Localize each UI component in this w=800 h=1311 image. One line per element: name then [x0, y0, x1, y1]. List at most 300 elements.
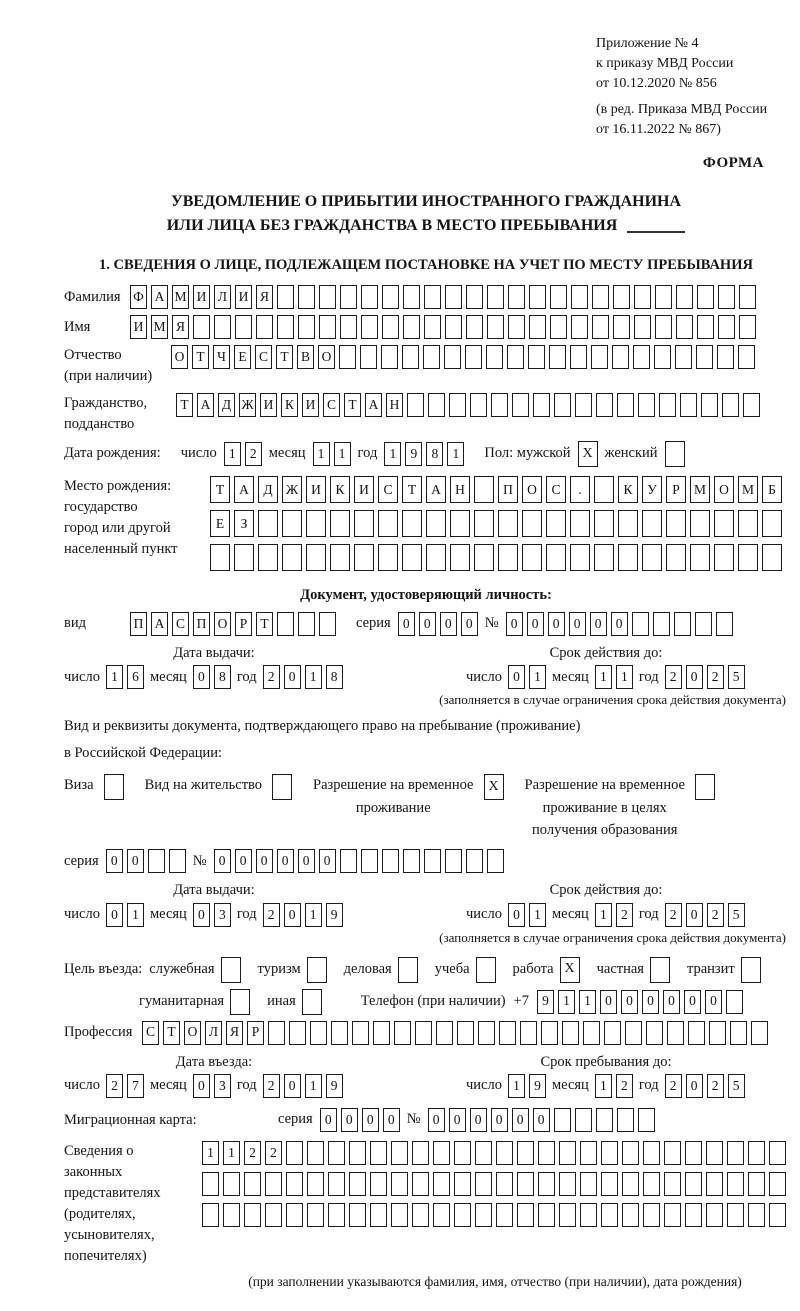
char-cell: 0 [470, 1108, 487, 1132]
char-cell: 2 [665, 665, 682, 689]
char-cell [487, 849, 504, 873]
char-cell [340, 849, 357, 873]
char-cell [695, 612, 712, 636]
char-cell [412, 1172, 429, 1196]
char-cell: 2 [263, 665, 280, 689]
char-cell [319, 612, 336, 636]
char-cell [428, 393, 445, 417]
char-cell: 2 [265, 1141, 282, 1165]
doc-issue-month-cells [193, 665, 231, 689]
char-cell: 0 [319, 849, 336, 873]
char-cell: 1 [305, 665, 322, 689]
option-visa-checkbox [104, 774, 124, 800]
char-cell [633, 345, 650, 369]
char-cell [277, 612, 294, 636]
char-cell [769, 1203, 786, 1227]
option-residence-permit-label: Вид на жительство [144, 777, 263, 794]
char-cell: 0 [235, 849, 252, 873]
stay-day-cells [508, 1074, 546, 1098]
char-cell [696, 345, 713, 369]
char-cell [634, 315, 651, 339]
char-cell [454, 1141, 471, 1165]
char-cell: 0 [611, 612, 628, 636]
char-cell [622, 1172, 639, 1196]
doc-issue-caption: Дата выдачи: [173, 644, 255, 661]
purpose-official-checkbox [221, 957, 241, 983]
char-cell: 9 [529, 1074, 546, 1098]
char-cell [529, 315, 546, 339]
birthplace-label-line: Место рождения: [64, 478, 172, 495]
char-cell [474, 510, 494, 537]
surname-cells [130, 285, 756, 309]
char-cell [533, 393, 550, 417]
char-cell [403, 849, 420, 873]
char-cell [667, 1021, 684, 1045]
char-cell [491, 393, 508, 417]
char-cell: Н [450, 476, 470, 503]
option-temp-residence-checkbox: X [484, 774, 504, 800]
char-cell [625, 1021, 642, 1045]
char-cell: 1 [127, 903, 144, 927]
char-cell [328, 1203, 345, 1227]
char-cell [450, 510, 470, 537]
char-cell [193, 315, 210, 339]
identity-doc-kind-row [64, 612, 788, 636]
char-cell [475, 1172, 492, 1196]
doc-valid-month-label: месяц [551, 668, 589, 685]
char-cell [538, 1203, 555, 1227]
doc-valid-month-cells [595, 665, 633, 689]
char-cell: Я [256, 285, 273, 309]
char-cell [361, 849, 378, 873]
char-cell [403, 315, 420, 339]
char-cell [632, 612, 649, 636]
char-cell [403, 285, 420, 309]
residence-series-label: серия [64, 852, 99, 869]
char-cell: И [193, 285, 210, 309]
char-cell [487, 285, 504, 309]
char-cell [445, 315, 462, 339]
char-cell: П [130, 612, 147, 636]
purpose-row2 [139, 989, 788, 1015]
sex-male-label: Пол: мужской [484, 445, 571, 462]
char-cell: 1 [595, 665, 612, 689]
char-cell [349, 1141, 366, 1165]
title-blank-underline [627, 231, 685, 233]
char-cell [306, 510, 326, 537]
residence-number-cells [214, 849, 504, 873]
char-cell: 2 [245, 442, 262, 466]
appendix-line: от 10.12.2020 № 856 [596, 75, 717, 91]
purpose-work-label: работа [512, 960, 554, 977]
patronymic-cells [171, 345, 755, 369]
char-cell [466, 849, 483, 873]
char-cell: 0 [569, 612, 586, 636]
residence-doc-options [64, 774, 788, 841]
char-cell [307, 1172, 324, 1196]
char-cell: И [354, 476, 374, 503]
char-cell [340, 285, 357, 309]
char-cell: 0 [320, 1108, 337, 1132]
char-cell [748, 1141, 765, 1165]
char-cell: П [193, 612, 210, 636]
char-cell [433, 1172, 450, 1196]
firstname-row [64, 315, 788, 339]
migration-series-label: серия [278, 1111, 313, 1128]
char-cell: 9 [326, 903, 343, 927]
char-cell [354, 510, 374, 537]
char-cell: 1 [384, 442, 401, 466]
char-cell [596, 1108, 613, 1132]
char-cell [424, 315, 441, 339]
char-cell [391, 1172, 408, 1196]
char-cell [382, 315, 399, 339]
char-cell [256, 315, 273, 339]
doc-issue-year-cells [263, 665, 343, 689]
char-cell [328, 1141, 345, 1165]
char-cell [298, 612, 315, 636]
char-cell [214, 315, 231, 339]
char-cell [653, 612, 670, 636]
char-cell [685, 1141, 702, 1165]
char-cell [676, 285, 693, 309]
legal-reps-row1-cells [202, 1141, 786, 1165]
char-cell [583, 1021, 600, 1045]
char-cell [550, 285, 567, 309]
char-cell [402, 544, 422, 571]
purpose-work [513, 957, 580, 983]
char-cell: 9 [537, 990, 554, 1014]
char-cell [546, 510, 566, 537]
char-cell [466, 285, 483, 309]
char-cell [234, 544, 254, 571]
char-cell: А [365, 393, 382, 417]
citizenship-cells [176, 393, 760, 417]
char-cell: 2 [616, 1074, 633, 1098]
char-cell: Т [210, 476, 230, 503]
char-cell [706, 1203, 723, 1227]
char-cell [571, 315, 588, 339]
doc-number-label: № [484, 615, 499, 632]
char-cell: 0 [533, 1108, 550, 1132]
purpose-tourism-label: туризм [257, 960, 301, 977]
purpose-private [597, 957, 670, 983]
char-cell: К [281, 393, 298, 417]
doc-issue-day-label: число [64, 668, 100, 685]
profession-label: Профессия [64, 1024, 133, 1041]
char-cell: 0 [527, 612, 544, 636]
entry-month-label: месяц [149, 1077, 187, 1094]
char-cell [618, 510, 638, 537]
purpose-transit-checkbox [741, 957, 761, 983]
char-cell: С [255, 345, 272, 369]
char-cell: 9 [405, 442, 422, 466]
char-cell: С [323, 393, 340, 417]
char-cell [738, 544, 758, 571]
char-cell [466, 315, 483, 339]
char-cell [402, 345, 419, 369]
char-cell: 0 [600, 990, 617, 1014]
char-cell [444, 345, 461, 369]
char-cell: 0 [193, 1074, 210, 1098]
char-cell [727, 1141, 744, 1165]
char-cell: 0 [686, 1074, 703, 1098]
char-cell [634, 285, 651, 309]
option-visa [64, 774, 124, 800]
char-cell: 0 [277, 849, 294, 873]
doc-valid-year-label: год [638, 668, 659, 685]
char-cell: 1 [529, 903, 546, 927]
char-cell [370, 1203, 387, 1227]
char-cell [286, 1141, 303, 1165]
char-cell [664, 1141, 681, 1165]
char-cell: 0 [705, 990, 722, 1014]
purpose-other-checkbox [302, 989, 322, 1015]
legal-reps-label [64, 1141, 202, 1267]
doc-series-cells [398, 612, 478, 636]
char-cell [601, 1141, 618, 1165]
birthdate-day-label: число [180, 445, 217, 462]
char-cell [738, 510, 758, 537]
char-cell [307, 1203, 324, 1227]
doc-series-label: серия [356, 615, 391, 632]
purpose-business-label: деловая [343, 960, 392, 977]
char-cell [349, 1172, 366, 1196]
char-cell: 1 [616, 665, 633, 689]
char-cell: Т [402, 476, 422, 503]
char-cell [522, 544, 542, 571]
form-title [64, 190, 788, 238]
char-cell: 2 [707, 1074, 724, 1098]
char-cell [730, 1021, 747, 1045]
char-cell: П [498, 476, 518, 503]
char-cell [277, 315, 294, 339]
form-title-line2: ИЛИ ЛИЦА БЕЗ ГРАЖДАНСТВА В МЕСТО ПРЕБЫВАНИЯ [64, 214, 788, 238]
char-cell [592, 285, 609, 309]
purpose-other-label: иная [267, 992, 296, 1009]
char-cell: Л [214, 285, 231, 309]
char-cell [727, 1203, 744, 1227]
char-cell [498, 510, 518, 537]
char-cell [286, 1172, 303, 1196]
char-cell [277, 285, 294, 309]
char-cell [265, 1172, 282, 1196]
char-cell: 1 [224, 442, 241, 466]
revision-line: от 16.11.2022 № 867) [596, 121, 721, 137]
char-cell: Б [762, 476, 782, 503]
surname-row [64, 285, 788, 309]
char-cell [559, 1141, 576, 1165]
char-cell [445, 285, 462, 309]
residence-issue-day-cells [106, 903, 144, 927]
birthplace-row [64, 476, 788, 578]
doc-valid-caption: Срок действия до: [549, 644, 663, 661]
birthdate-year-label: год [357, 445, 378, 462]
char-cell: 0 [686, 903, 703, 927]
char-cell: 1 [595, 1074, 612, 1098]
doc-valid-day-cells [508, 665, 546, 689]
char-cell [559, 1172, 576, 1196]
char-cell: Ж [282, 476, 302, 503]
char-cell [496, 1141, 513, 1165]
char-cell [554, 1108, 571, 1132]
char-cell [298, 285, 315, 309]
char-cell: Е [234, 345, 251, 369]
char-cell [601, 1172, 618, 1196]
char-cell: Р [666, 476, 686, 503]
birthplace-label [64, 476, 210, 560]
char-cell: 3 [214, 1074, 231, 1098]
char-cell: 0 [256, 849, 273, 873]
char-cell: 1 [305, 903, 322, 927]
char-cell [258, 510, 278, 537]
char-cell: 5 [728, 903, 745, 927]
char-cell: 1 [202, 1141, 219, 1165]
char-cell: 0 [548, 612, 565, 636]
char-cell [646, 1021, 663, 1045]
char-cell [674, 612, 691, 636]
char-cell [570, 510, 590, 537]
purpose-study [435, 957, 496, 983]
char-cell [529, 285, 546, 309]
purpose-work-checkbox: X [560, 957, 580, 983]
residence-issue-month-cells [193, 903, 231, 927]
char-cell: 0 [684, 990, 701, 1014]
char-cell: 0 [621, 990, 638, 1014]
char-cell [638, 393, 655, 417]
patronymic-row [64, 345, 788, 387]
option-temp-residence-line: Разрешение на временное [313, 777, 474, 794]
char-cell: У [642, 476, 662, 503]
char-cell [714, 544, 734, 571]
char-cell [445, 849, 462, 873]
option-temp-residence [313, 774, 503, 819]
birthplace-label-line: государство [64, 499, 138, 516]
purpose-official [149, 957, 240, 983]
char-cell [306, 544, 326, 571]
legal-reps-row3-cells [202, 1203, 786, 1227]
purpose-business [344, 957, 418, 983]
char-cell [706, 1141, 723, 1165]
char-cell [575, 393, 592, 417]
residence-issue-year-label: год [236, 906, 257, 923]
purpose-study-checkbox [476, 957, 496, 983]
char-cell: 2 [263, 903, 280, 927]
residence-issue-caption: Дата выдачи: [173, 882, 255, 899]
char-cell [580, 1203, 597, 1227]
doc-number-cells [506, 612, 733, 636]
patronymic-label [64, 345, 171, 387]
char-cell [330, 510, 350, 537]
char-cell [769, 1141, 786, 1165]
firstname-cells [130, 315, 756, 339]
char-cell [664, 1203, 681, 1227]
char-cell [709, 1021, 726, 1045]
char-cell [457, 1021, 474, 1045]
char-cell: Т [192, 345, 209, 369]
char-cell [423, 345, 440, 369]
char-cell: Ч [213, 345, 230, 369]
char-cell [612, 345, 629, 369]
residence-doc-intro1: Вид и реквизиты документа, подтверждающего право на пребывание (проживание) [64, 717, 581, 734]
char-cell: А [426, 476, 446, 503]
purpose-study-label: учеба [434, 960, 470, 977]
char-cell: О [184, 1021, 201, 1045]
phone-cells [537, 990, 743, 1014]
entry-year-label: год [236, 1077, 257, 1094]
phone-label: Телефон (при наличии) [360, 992, 506, 1009]
char-cell: Е [210, 510, 230, 537]
char-cell: Т [163, 1021, 180, 1045]
doc-valid-year-cells [665, 665, 745, 689]
char-cell [697, 285, 714, 309]
option-temp-residence-education [525, 774, 715, 841]
revision-line: (в ред. Приказа МВД России [596, 101, 768, 117]
option-temp-residence-education-line: Разрешение на временное [524, 777, 685, 794]
char-cell: А [234, 476, 254, 503]
char-cell: М [151, 315, 168, 339]
char-cell [433, 1203, 450, 1227]
char-cell [235, 315, 252, 339]
char-cell: Ж [239, 393, 256, 417]
entry-day-cells [106, 1074, 144, 1098]
char-cell [378, 544, 398, 571]
char-cell [697, 315, 714, 339]
char-cell: 0 [383, 1108, 400, 1132]
residence-issue-day-label: число [64, 906, 100, 923]
char-cell [706, 1172, 723, 1196]
residence-doc-footnote: (заполняется в случае ограничения срока действия документа) [439, 930, 786, 946]
char-cell [475, 1141, 492, 1165]
citizenship-label [64, 393, 176, 435]
char-cell [549, 345, 566, 369]
char-cell: 0 [512, 1108, 529, 1132]
char-cell [738, 345, 755, 369]
doc-kind-cells [130, 612, 336, 636]
char-cell [391, 1203, 408, 1227]
birthdate-row [64, 441, 788, 467]
legal-reps-row [64, 1141, 788, 1267]
char-cell [541, 1021, 558, 1045]
char-cell [478, 1021, 495, 1045]
char-cell: 2 [665, 1074, 682, 1098]
char-cell [769, 1172, 786, 1196]
char-cell [546, 544, 566, 571]
appendix-line: к приказу МВД России [596, 55, 734, 71]
char-cell [643, 1203, 660, 1227]
phone-prefix: +7 [513, 992, 529, 1009]
char-cell [450, 544, 470, 571]
char-cell: 0 [341, 1108, 358, 1132]
char-cell [666, 510, 686, 537]
char-cell: 1 [595, 903, 612, 927]
char-cell [538, 1141, 555, 1165]
char-cell [169, 849, 186, 873]
char-cell [559, 1203, 576, 1227]
residence-issue-month-label: месяц [149, 906, 187, 923]
char-cell: 0 [449, 1108, 466, 1132]
stay-year-label: год [638, 1077, 659, 1094]
option-temp-residence-education-line: получения образования [532, 821, 678, 838]
char-cell [659, 393, 676, 417]
char-cell [617, 393, 634, 417]
char-cell: 0 [106, 849, 123, 873]
option-residence-permit-checkbox [272, 774, 292, 800]
legal-reps-label-line: усыновителях, [64, 1227, 155, 1244]
char-cell [412, 1203, 429, 1227]
char-cell [331, 1021, 348, 1045]
char-cell [223, 1172, 240, 1196]
